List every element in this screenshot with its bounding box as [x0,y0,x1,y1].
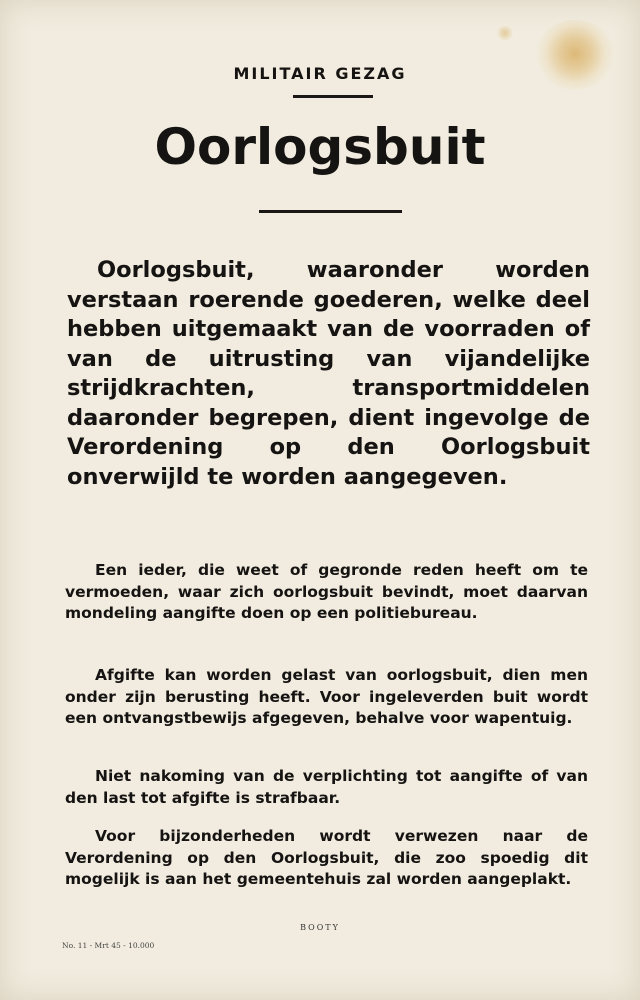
paragraph-details: Voor bijzonderheden wordt verwezen naar de Verordening op den Oorlogsbuit, die zoo spoedig dit mogelijk is aan het gemeentehuis zal worden aangeplakt. [65,827,588,888]
divider-bottom [259,210,402,213]
issuing-authority: MILITAIR GEZAG [233,64,407,83]
print-number: No. 11 - Mrt 45 - 10.000 [62,941,155,950]
paragraph-surrender: Afgifte kan worden gelast van oorlogsbuit, dien men onder zijn berusting heeft. Voor ingeleverden buit wordt een ontvangstbewijs afgegeven, behalve voor wapentuig. [65,666,588,727]
footer-note: BOOTY [300,923,340,932]
stain-mark-small [497,26,513,40]
paragraph-penalty: Niet nakoming van de verplichting tot aangifte of van den last tot afgifte is strafbaar. [65,767,588,807]
paragraph-reporting: Een ieder, die weet of gegronde reden heeft om te vermoeden, waar zich oorlogsbuit bevindt, moet daarvan mondeling aangifte doen op een politiebureau. [65,561,588,622]
lead-paragraph: Oorlogsbuit, waaronder worden verstaan roerende goederen, welke deel hebben uitgemaakt van de voorraden of van de uitrusting van vijandelijke strijdkrachten, transportmiddelen daaronder begrepen, dient ingevolge de Verordening op den Oorlogsbuit onverwijld te worden aangegeven. [67,257,590,490]
divider-top [293,95,373,98]
poster-title: Oorlogsbuit [154,118,486,176]
